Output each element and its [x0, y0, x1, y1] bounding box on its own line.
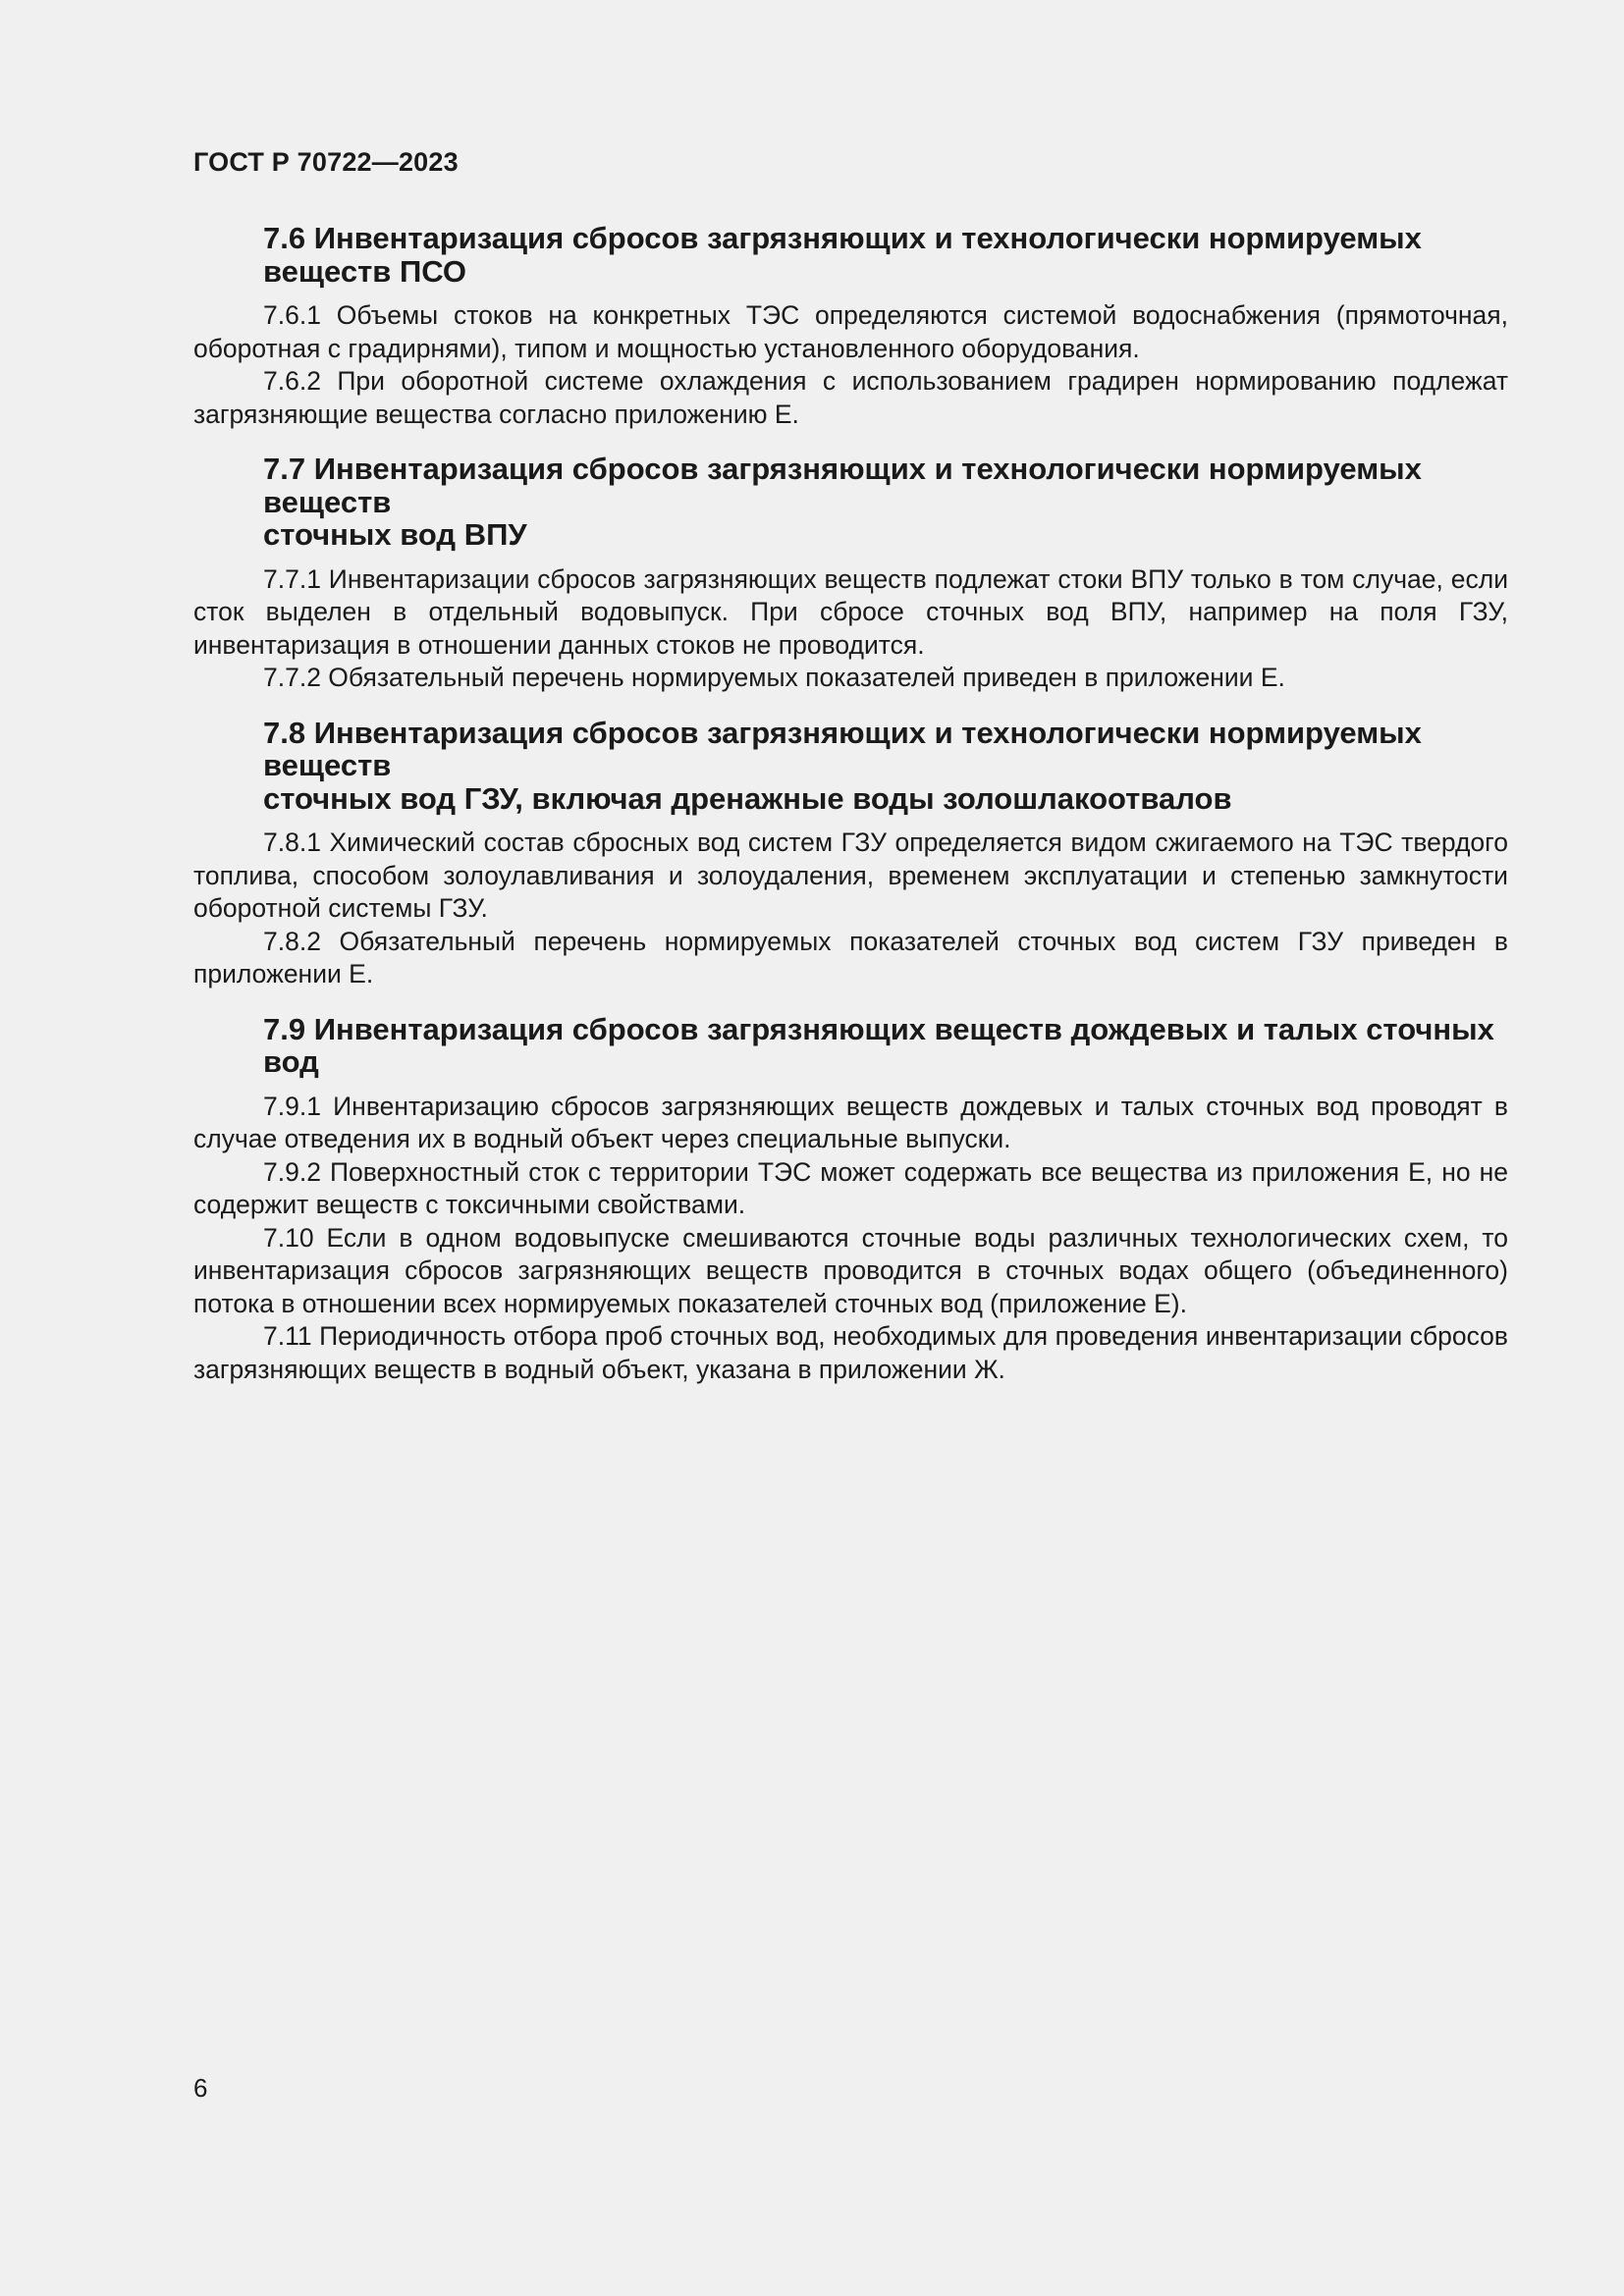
page-number: 6: [193, 2073, 208, 2103]
paragraph-7-9-1: 7.9.1 Инвентаризацию сбросов загрязняющих веществ дождевых и талых сточных вод проводят в случае отведения их в водный объект через специальные выпуски.: [193, 1091, 1508, 1153]
paragraph-7-7-2: 7.7.2 Обязательный перечень нормируемых показателей приведен в приложении Е.: [263, 663, 1285, 692]
section-title-7-6: 7.6 Инвентаризация сбросов загрязняющих и технологически нормируемых веществ ПСО: [263, 221, 1422, 289]
section-7-6: [193, 222, 1508, 431]
section-7-8: [193, 717, 1508, 991]
paragraph-7-6-2: 7.6.2 При оборотной системе охлаждения с использованием градирен нормированию подлежат загрязняющие вещества согласно приложению Е.: [193, 366, 1508, 429]
paragraph-7-9-2: 7.9.2 Поверхностный сток с территории ТЭС может содержать все вещества из приложения Е, но не содержит веществ с токсичными свойствами.: [193, 1156, 1508, 1219]
section-7-7: [193, 453, 1508, 695]
paragraph-7-8-2: 7.8.2 Обязательный перечень нормируемых показателей сточных вод систем ГЗУ приведен в приложении Е.: [193, 926, 1508, 988]
section-7-9: [193, 1013, 1508, 1387]
paragraph-7-8-1: 7.8.1 Химический состав сбросных вод систем ГЗУ определяется видом сжигаемого на ТЭС твердого топлива, способом золоулавливания и золоудаления, временем эксплуатации и степенью замкнутости оборотной системы ГЗУ.: [193, 828, 1508, 923]
section-title-7-9: 7.9 Инвентаризация сбросов загрязняющих веществ дождевых и талых сточных вод: [263, 1011, 1494, 1079]
paragraph-7-7-1: 7.7.1 Инвентаризации сбросов загрязняющих веществ подлежат стоки ВПУ только в том случае, если сток выделен в отдельный водовыпуск. При сбросе сточных вод ВПУ, например на поля ГЗУ, инвентаризация в отношении данных стоков не проводится.: [193, 563, 1508, 660]
section-title-7-7: 7.7 Инвентаризация сбросов загрязняющих и технологически нормируемых веществ сточных вод ВПУ: [263, 452, 1422, 552]
paragraph-7-11: 7.11 Периодичность отбора проб сточных вод, необходимых для проведения инвентаризации сбросов загрязняющих веществ в водный объект, указана в приложении Ж.: [193, 1321, 1508, 1384]
document-body: [193, 222, 1508, 1386]
section-title-7-8: 7.8 Инвентаризация сбросов загрязняющих и технологически нормируемых веществ сточных вод ГЗУ, включая дренажные воды золошлакоотвалов: [263, 715, 1422, 816]
document-code: ГОСТ Р 70722—2023: [193, 147, 459, 177]
paragraph-7-10: 7.10 Если в одном водовыпуске смешиваются сточные воды различных технологических схем, то инвентаризация сбросов загрязняющих веществ проводится в сточных водах общего (объединенного) потока в отношении всех нормируемых показателей сточных вод (приложение Е).: [193, 1222, 1508, 1318]
paragraph-7-6-1: 7.6.1 Объемы стоков на конкретных ТЭС определяются системой водоснабжения (прямоточная, оборотная с градирнями), типом и мощностью установленного оборудования.: [193, 300, 1508, 363]
